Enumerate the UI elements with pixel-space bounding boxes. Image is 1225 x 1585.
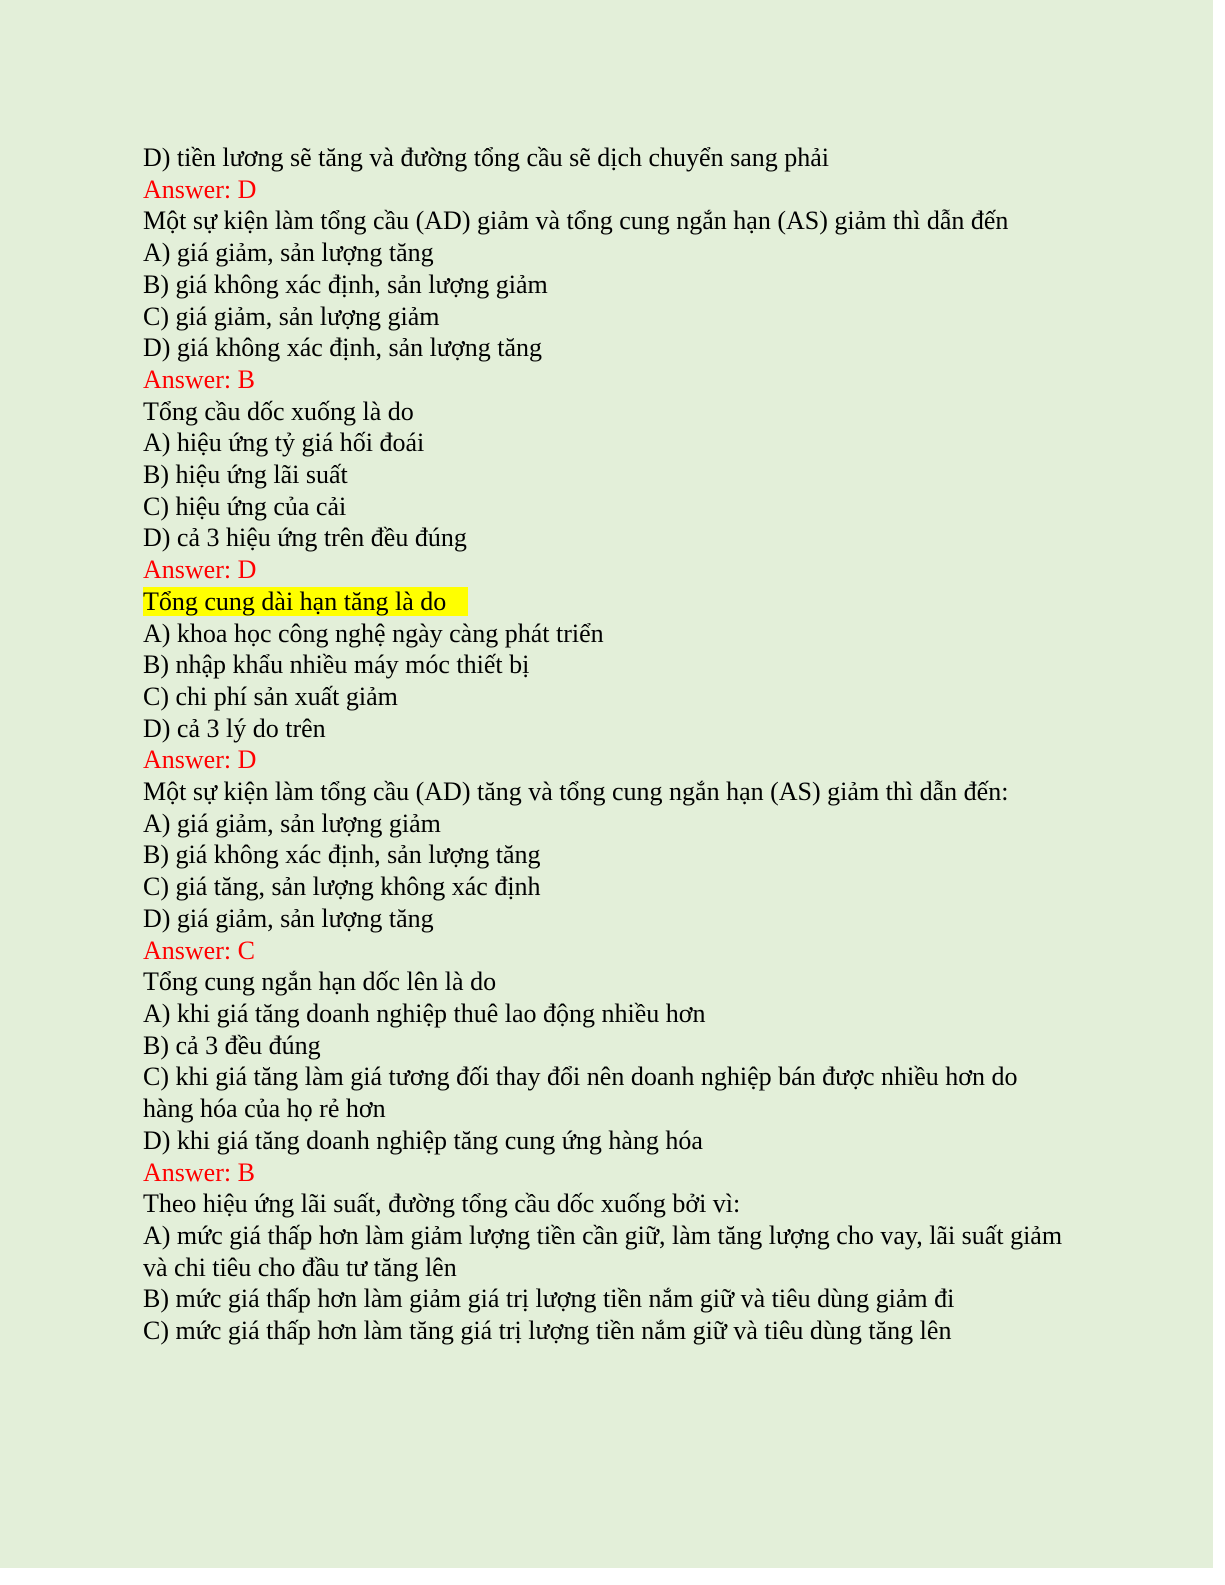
question-line: Tổng cung ngắn hạn dốc lên là do <box>143 967 497 997</box>
option-line: A) giá giảm, sản lượng giảm <box>143 808 441 838</box>
question-line: Một sự kiện làm tổng cầu (AD) giảm và tổng cung ngắn hạn (AS) giảm thì dẫn đến <box>143 206 1009 236</box>
option-line: D) cả 3 hiệu ứng trên đều đúng <box>143 523 467 553</box>
answer-line: Answer: D <box>143 174 257 204</box>
quiz-content <box>143 142 1073 1347</box>
option-line: D) giá giảm, sản lượng tăng <box>143 903 434 933</box>
option-line: B) giá không xác định, sản lượng tăng <box>143 840 541 870</box>
option-line: B) mức giá thấp hơn làm giảm giá trị lượng tiền nắm giữ và tiêu dùng giảm đi <box>143 1284 955 1314</box>
option-line: C) hiệu ứng của cải <box>143 491 347 521</box>
option-line: D) giá không xác định, sản lượng tăng <box>143 333 542 363</box>
option-line: A) hiệu ứng tỷ giá hối đoái <box>143 428 425 458</box>
option-line: B) nhập khẩu nhiều máy móc thiết bị <box>143 650 530 680</box>
option-line: D) cả 3 lý do trên <box>143 713 326 743</box>
option-line: D) tiền lương sẽ tăng và đường tổng cầu sẽ dịch chuyển sang phải <box>143 143 830 172</box>
question-line: Một sự kiện làm tổng cầu (AD) tăng và tổng cung ngắn hạn (AS) giảm thì dẫn đến: <box>143 777 1009 807</box>
option-line: A) giá giảm, sản lượng tăng <box>143 238 434 268</box>
option-line: D) khi giá tăng doanh nghiệp tăng cung ứng hàng hóa <box>143 1125 703 1155</box>
answer-line: Answer: B <box>143 1157 255 1187</box>
option-line: C) khi giá tăng làm giá tương đối thay đổi nên doanh nghiệp bán được nhiều hơn do hàng hóa của họ rẻ hơn <box>143 1062 1018 1124</box>
option-line: C) mức giá thấp hơn làm tăng giá trị lượng tiền nắm giữ và tiêu dùng tăng lên <box>143 1316 952 1346</box>
answer-line: Answer: D <box>143 745 257 775</box>
option-line: A) khoa học công nghệ ngày càng phát triển <box>143 618 604 648</box>
option-line: B) hiệu ứng lãi suất <box>143 460 348 490</box>
answer-line: Answer: B <box>143 364 255 394</box>
option-line: A) khi giá tăng doanh nghiệp thuê lao động nhiều hơn <box>143 998 706 1028</box>
option-line: B) giá không xác định, sản lượng giảm <box>143 269 548 299</box>
option-line: B) cả 3 đều đúng <box>143 1030 321 1060</box>
highlighted-question-line <box>143 586 1073 618</box>
answer-line: Answer: C <box>143 935 255 965</box>
answer-line: Answer: D <box>143 555 257 585</box>
highlight-mark: Tổng cung dài hạn tăng là do <box>143 587 468 616</box>
option-line: C) giá giảm, sản lượng giảm <box>143 301 440 331</box>
question-line: Tổng cầu dốc xuống là do <box>143 396 414 426</box>
option-line: C) giá tăng, sản lượng không xác định <box>143 872 541 902</box>
option-line: A) mức giá thấp hơn làm giảm lượng tiền cần giữ, làm tăng lượng cho vay, lãi suất giảm và chi tiêu cho đầu tư tăng lên <box>143 1220 1063 1282</box>
question-line: Theo hiệu ứng lãi suất, đường tổng cầu dốc xuống bởi vì: <box>143 1189 741 1219</box>
option-line: C) chi phí sản xuất giảm <box>143 681 398 711</box>
